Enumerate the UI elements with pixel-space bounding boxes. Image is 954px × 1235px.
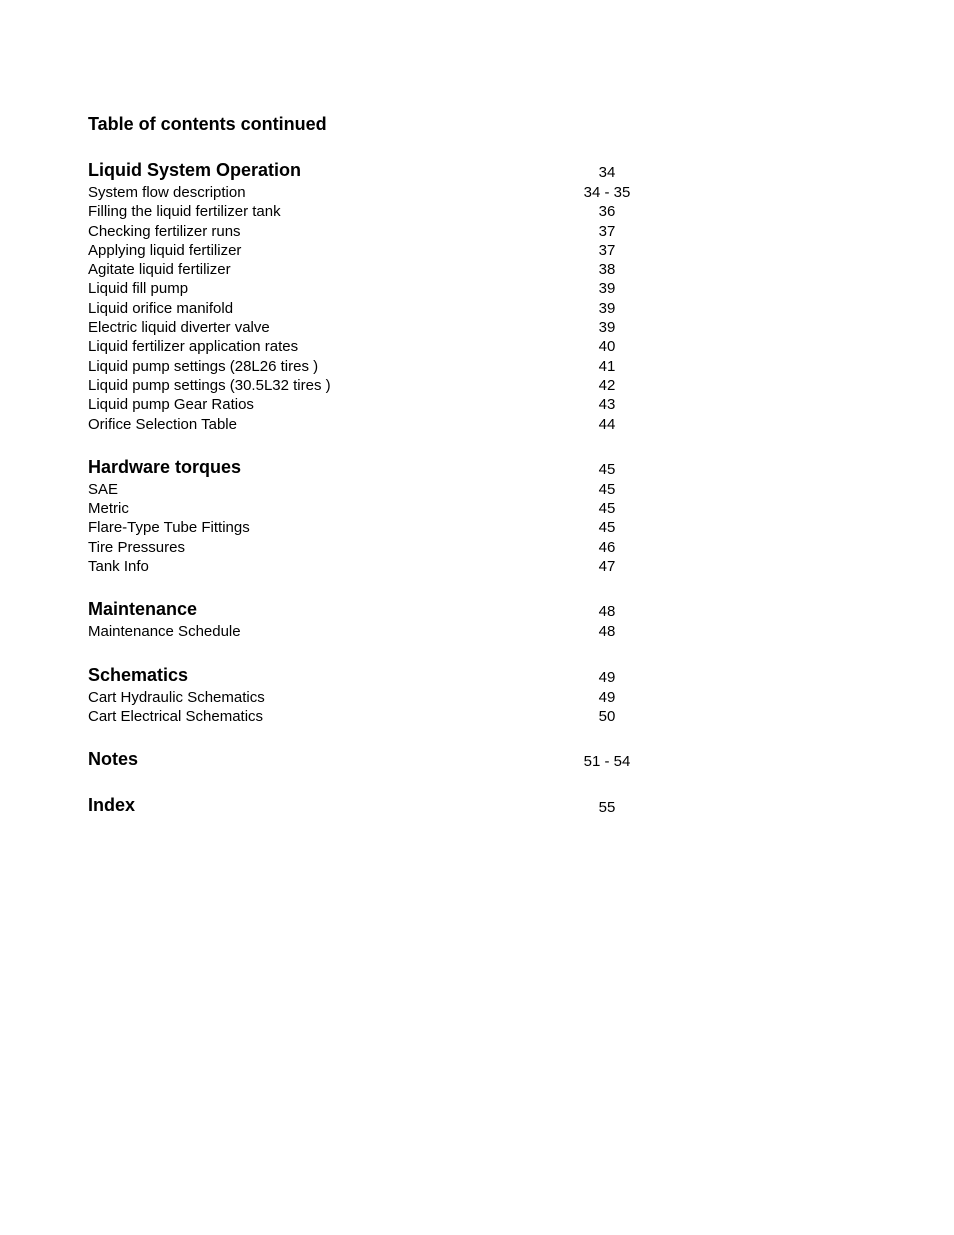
toc-entry[interactable] [88, 558, 648, 577]
entry-page-number: 37 [598, 222, 616, 240]
toc-entry[interactable] [88, 358, 648, 377]
toc-entry[interactable] [88, 261, 648, 280]
toc-entry[interactable] [88, 223, 648, 242]
toc-entry[interactable] [88, 338, 648, 357]
entry-label: Liquid pump settings (30.5L32 tires ) [88, 376, 331, 394]
entry-label: System flow description [88, 184, 246, 201]
toc-section [88, 794, 648, 819]
toc-entry[interactable] [88, 416, 648, 435]
entry-label: SAE [88, 480, 119, 498]
entry-label: Flare-Type Tube Fittings [88, 519, 250, 537]
entry-label: Liquid orifice manifold [88, 299, 234, 317]
entry-page-number: 45 [598, 480, 616, 498]
section-title: Liquid System Operation [88, 160, 302, 180]
entry-page-number: 47 [598, 558, 616, 576]
entry-label: Metric [88, 500, 129, 518]
toc-section [88, 664, 648, 728]
section-title: Schematics [88, 664, 189, 685]
entry-page-number: 48 [598, 623, 616, 641]
section-page-number: 34 [598, 164, 616, 181]
toc-entry[interactable] [88, 500, 648, 519]
entry-label: Liquid pump settings (28L26 tires ) [88, 357, 319, 375]
entry-label: Tank Info [88, 558, 149, 576]
entry-page-number: 34 - 35 [583, 184, 631, 201]
toc-entry[interactable] [88, 519, 648, 538]
toc-entry[interactable] [88, 203, 648, 222]
entry-page-number: 41 [598, 357, 616, 375]
table-of-contents [88, 159, 648, 840]
entry-label: Liquid pump Gear Ratios [88, 396, 254, 414]
entry-label: Cart Hydraulic Schematics [88, 688, 265, 706]
toc-section [88, 456, 648, 577]
toc-entry[interactable] [88, 319, 648, 338]
entry-page-number: 38 [598, 261, 616, 279]
entry-page-number: 36 [598, 203, 616, 221]
section-page-number: 45 [598, 460, 616, 478]
toc-section-heading[interactable] [88, 159, 648, 184]
entry-page-number: 39 [598, 299, 616, 317]
toc-entry[interactable] [88, 242, 648, 261]
toc-entry[interactable] [88, 623, 648, 642]
toc-entry[interactable] [88, 689, 648, 708]
toc-entry[interactable] [88, 396, 648, 415]
toc-entry[interactable] [88, 184, 648, 203]
section-page-number: 51 - 54 [583, 753, 631, 771]
entry-page-number: 37 [598, 241, 616, 259]
toc-section-heading[interactable] [88, 748, 648, 773]
entry-page-number: 45 [598, 500, 616, 518]
entry-label: Liquid fill pump [88, 280, 189, 298]
toc-section-heading[interactable] [88, 598, 648, 623]
entry-page-number: 44 [598, 415, 616, 433]
toc-entry[interactable] [88, 481, 648, 500]
entry-label: Liquid fertilizer application rates [88, 338, 299, 356]
entry-label: Filling the liquid fertilizer tank [88, 203, 281, 221]
section-title: Notes [88, 749, 139, 770]
entry-label: Orifice Selection Table [88, 415, 237, 433]
toc-entry[interactable] [88, 377, 648, 396]
section-title: Hardware torques [88, 456, 242, 477]
section-page-number: 55 [598, 799, 616, 817]
toc-section [88, 159, 648, 435]
toc-section-heading[interactable] [88, 664, 648, 689]
toc-entry[interactable] [88, 300, 648, 319]
toc-section [88, 598, 648, 642]
entry-page-number: 46 [598, 538, 616, 556]
toc-entry[interactable] [88, 708, 648, 727]
entry-page-number: 42 [598, 376, 616, 394]
entry-page-number: 40 [598, 338, 616, 356]
section-page-number: 48 [598, 603, 616, 621]
entry-page-number: 49 [598, 688, 616, 706]
entry-label: Maintenance Schedule [88, 623, 241, 641]
entry-label: Agitate liquid fertilizer [88, 261, 231, 279]
toc-section-heading[interactable] [88, 456, 648, 481]
section-title: Index [88, 795, 136, 816]
toc-section-heading[interactable] [88, 794, 648, 819]
entry-page-number: 50 [598, 707, 616, 725]
entry-page-number: 39 [598, 319, 616, 337]
entry-label: Checking fertilizer runs [88, 222, 241, 240]
section-title: Maintenance [88, 599, 198, 620]
entry-label: Tire Pressures [88, 538, 185, 556]
entry-label: Electric liquid diverter valve [88, 319, 270, 337]
section-page-number: 49 [598, 668, 616, 686]
toc-section [88, 748, 648, 773]
entry-label: Applying liquid fertilizer [88, 241, 242, 259]
entry-page-number: 43 [598, 396, 616, 414]
toc-entry[interactable] [88, 539, 648, 558]
toc-entry[interactable] [88, 280, 648, 299]
entry-page-number: 39 [598, 280, 616, 298]
entry-label: Cart Electrical Schematics [88, 707, 264, 725]
entry-page-number: 45 [598, 519, 616, 537]
page-title: Table of contents continued [88, 114, 327, 134]
